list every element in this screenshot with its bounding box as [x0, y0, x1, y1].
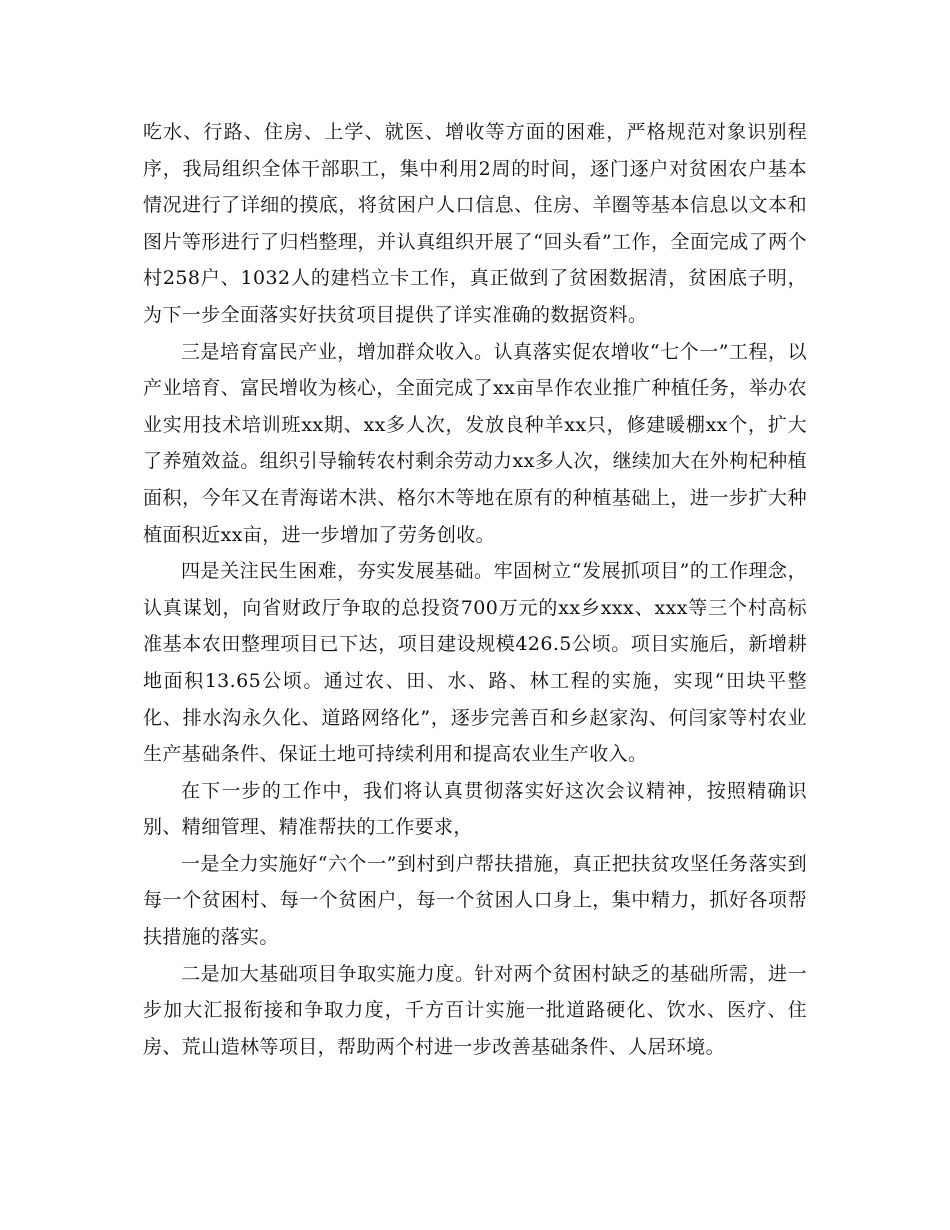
paragraph-continuation: 吃水、行路、住房、上学、就医、增收等方面的困难，严格规范对象识别程序，我局组织全体干部职工，集中利用2周的时间，逐门逐户对贫困农户基本情况进行了详细的摸底，将贫困户人口信息、住房、羊圈等基本信息以文本和图片等形进行了归档整理，并认真组织开展了“回头看”工作，全面完成了两个村258户、1032人的建档立卡工作，真正做到了贫困数据清，贫困底子明，为下一步全面落实好扶贫项目提供了详实准确的数据资料。	[143, 121, 807, 326]
paragraph-livelihood: 四是关注民生困难，夯实发展基础。牢固树立“发展抓项目”的工作理念，认真谋划，向省财政厅争取的总投资700万元的xx乡xxx、xxx等三个村高标准基本农田整理项目已下达，项目建设规模426.5公顷。项目实施后，新增耕地面积13.65公顷。通过农、田、水、路、林工程的实施，实现“田块平整化、排水沟永久化、道路网络化”，逐步完善百和乡赵家沟、何闫家等村农业生产基础条件、保证土地可持续利用和提高农业生产收入。	[143, 560, 807, 766]
paragraph-infrastructure: 二是加大基础项目争取实施力度。针对两个贫困村缺乏的基础所需，进一步加大汇报衔接和争取力度，千方百计实施一批道路硬化、饮水、医疗、住房、荒山造林等项目，帮助两个村进一步改善基础条件、人居环境。	[143, 962, 807, 1058]
document-body	[143, 114, 807, 1065]
paragraph-next-steps: 在下一步的工作中，我们将认真贯彻落实好这次会议精神，按照精确识别、精细管理、精准帮扶的工作要求，	[143, 779, 807, 839]
paragraph-measures: 一是全力实施好“六个一”到村到户帮扶措施，真正把扶贫攻坚任务落实到每一个贫困村、每一个贫困户，每一个贫困人口身上，集中精力，抓好各项帮扶措施的落实。	[143, 852, 807, 949]
paragraph-industry: 三是培育富民产业，增加群众收入。认真落实促农增收“七个一”工程，以产业培育、富民增收为核心，全面完成了xx亩旱作农业推广种植任务，举办农业实用技术培训班xx期、xx多人次，发放良种羊xx只，修建暖棚xx个，扩大了养殖效益。组织引导输转农村剩余劳动力xx多人次，继续加大在外枸杞种植面积，今年又在青海诺木洪、格尔木等地在原有的种植基础上，进一步扩大种植面积近xx亩，进一步增加了劳务创收。	[143, 340, 807, 546]
